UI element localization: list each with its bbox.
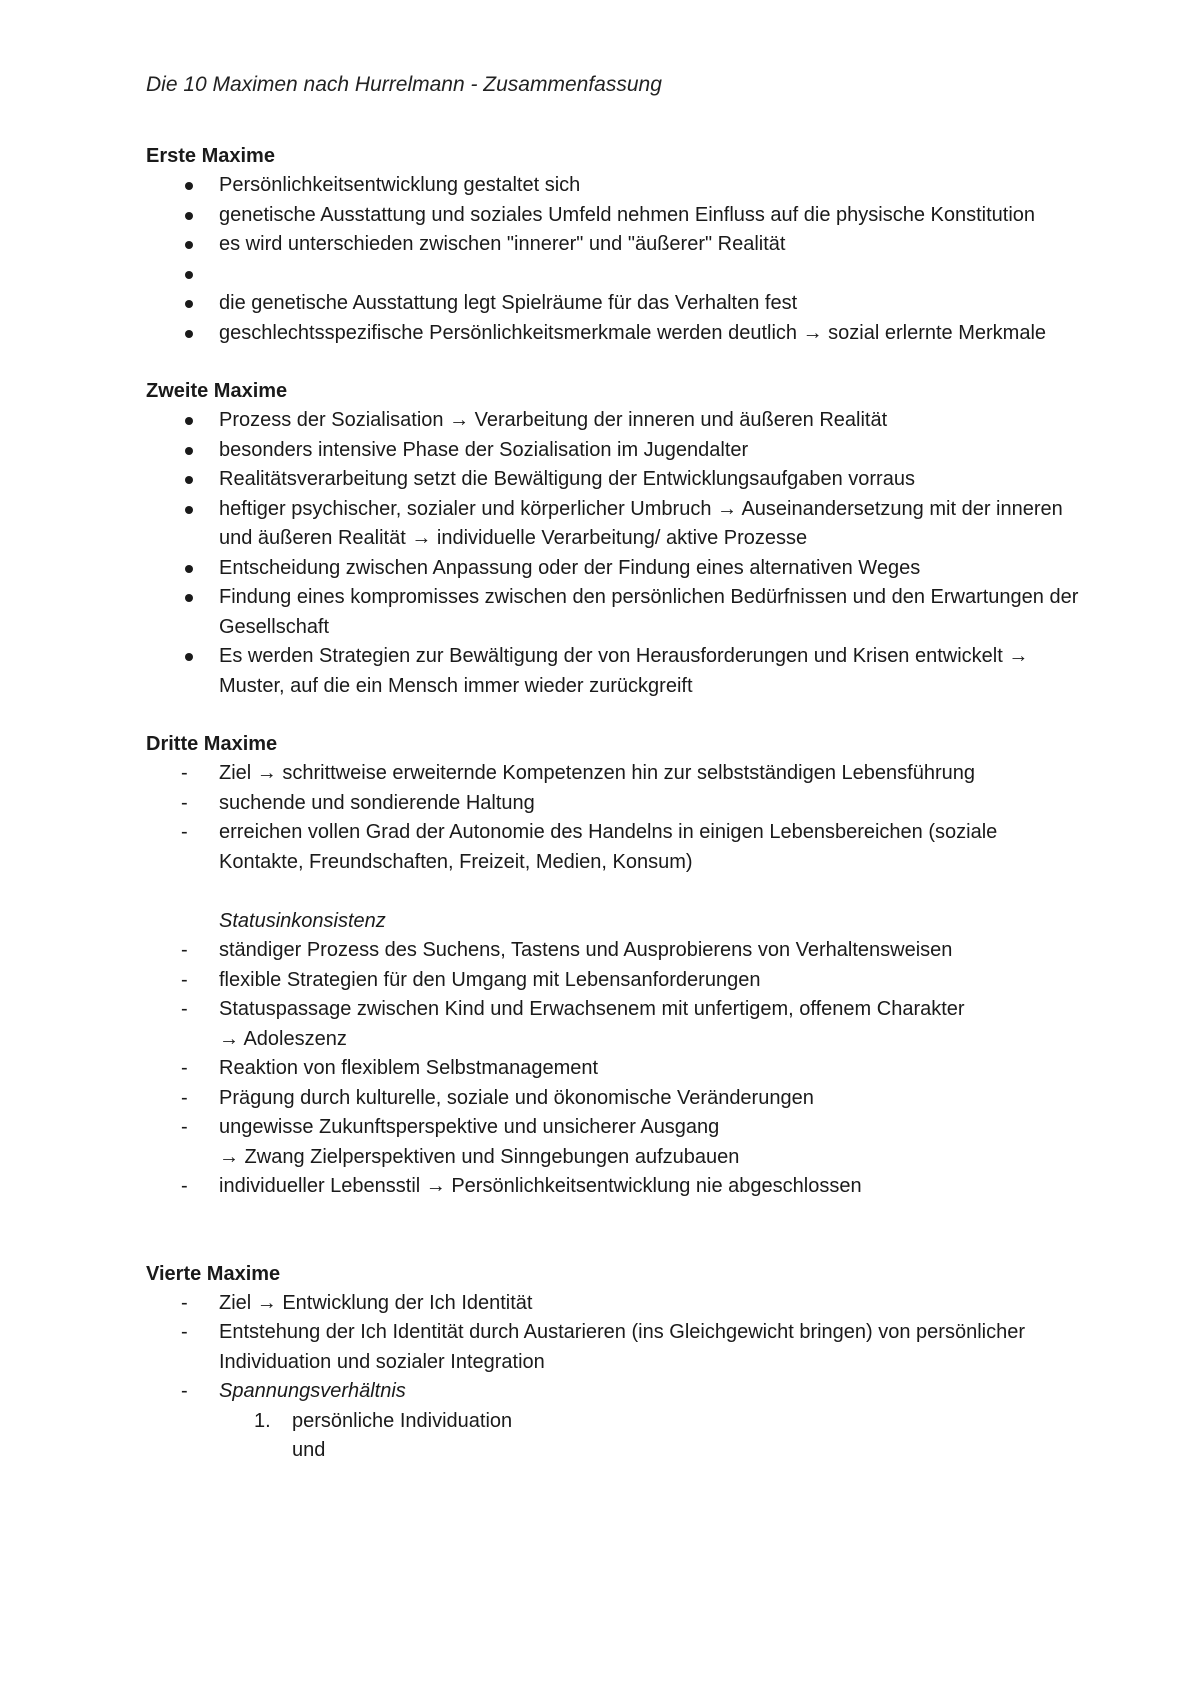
bullet-dot [185, 330, 193, 338]
bullet-dot [185, 212, 193, 220]
dash-marker: - [181, 998, 188, 1020]
document-title: Die 10 Maximen nach Hurrelmann - Zusammenfassung [146, 73, 662, 96]
list-item: - Statuspassage zwischen Kind und Erwachsenem mit unfertigem, offenem Charakter → Adoleszenz [146, 995, 1086, 1054]
bullet-dot [185, 300, 193, 308]
bullet-dot [185, 506, 193, 514]
item-continuation: → Adoleszenz [219, 1027, 347, 1050]
list-item: - Reaktion von flexiblem Selbstmanagement [146, 1054, 1086, 1084]
dash-marker: - [181, 1175, 188, 1197]
list-item: es wird unterschieden zwischen "innerer" und "äußerer" Realität [146, 230, 1086, 260]
dash-marker: - [181, 1086, 188, 1109]
list-item: - suchende und sondierende Haltung [146, 789, 1086, 819]
list-item: - individueller Lebensstil → Persönlichkeitsentwicklung nie abgeschlossen [146, 1172, 1086, 1202]
list-item: Prozess der Sozialisation → Verarbeitung der inneren und äußeren Realität [146, 406, 1086, 436]
dash-marker: - [181, 1291, 188, 1314]
bullet-list-erste [146, 171, 1086, 348]
bullet-dot [185, 594, 193, 602]
list-item: Entscheidung zwischen Anpassung oder der Findung eines alternativen Weges [146, 554, 1086, 584]
list-item: - Spannungsverhältnis [146, 1377, 1086, 1407]
section-erste-maxime [146, 142, 1086, 348]
document-page [146, 70, 1086, 1466]
list-item: Realitätsverarbeitung setzt die Bewältigung der Entwicklungsaufgaben vorraus [146, 465, 1086, 495]
numbered-item: 1. persönliche Individuation [146, 1407, 1086, 1437]
dash-list-dritte-b [146, 936, 1086, 1202]
section-heading-dritte: Dritte Maxime [146, 733, 278, 755]
list-item: - Entstehung der Ich Identität durch Austarieren (ins Gleichgewicht bringen) von persönlicher Individuation und sozialer Integration [146, 1318, 1086, 1377]
item-continuation: → Zwang Zielperspektiven und Sinngebungen aufzubauen [219, 1145, 740, 1168]
section-zweite-maxime [146, 377, 1086, 701]
list-item: die genetische Ausstattung legt Spielräume für das Verhalten fest [146, 289, 1086, 319]
bullet-list-zweite [146, 406, 1086, 701]
dash-marker: - [181, 1057, 188, 1079]
list-item: Es werden Strategien zur Bewältigung der von Herausforderungen und Krisen entwickelt → Muster, auf die ein Mensch immer wieder zurückgreift [146, 642, 1086, 701]
list-item: Findung eines kompromisses zwischen den persönlichen Bedürfnissen und den Erwartungen der Gesellschaft [146, 583, 1086, 642]
list-item: - Prägung durch kulturelle, soziale und ökonomische Veränderungen [146, 1084, 1086, 1114]
dash-marker: - [181, 1116, 188, 1138]
dash-marker: - [181, 821, 188, 843]
bullet-dot [185, 476, 193, 484]
bullet-dot [185, 271, 193, 279]
dash-marker: - [181, 762, 188, 784]
list-item: heftiger psychischer, sozialer und körperlicher Umbruch → Auseinandersetzung mit der inneren und äußeren Realität → individuelle Verarbeitung/ aktive Prozesse [146, 495, 1086, 554]
dash-marker: - [181, 968, 188, 991]
dash-marker: - [181, 1321, 188, 1343]
dash-marker: - [181, 939, 188, 961]
dash-list-dritte-a [146, 759, 1086, 877]
dash-list-vierte [146, 1289, 1086, 1407]
bullet-dot [185, 653, 193, 661]
section-dritte-maxime [146, 730, 1086, 1202]
list-item: - ständiger Prozess des Suchens, Tastens und Ausprobierens von Verhaltensweisen [146, 936, 1086, 966]
subheading-statusinkonsistenz: Statusinkonsistenz [219, 909, 386, 932]
numbered-list-vierte [146, 1407, 1086, 1437]
section-heading-zweite: Zweite Maxime [146, 380, 288, 402]
dash-marker: - [181, 1380, 188, 1402]
list-item: genetische Ausstattung und soziales Umfeld nehmen Einfluss auf die physische Konstitution [146, 201, 1086, 231]
list-item: - ungewisse Zukunftsperspektive und unsicherer Ausgang → Zwang Zielperspektiven und Sinngebungen aufzubauen [146, 1113, 1086, 1172]
numbered-continuation: und [292, 1439, 326, 1461]
list-item: besonders intensive Phase der Sozialisation im Jugendalter [146, 436, 1086, 466]
list-item-empty [146, 260, 1086, 290]
list-item: - Ziel → schrittweise erweiternde Kompetenzen hin zur selbstständigen Lebensführung [146, 759, 1086, 789]
section-vierte-maxime [146, 1260, 1086, 1466]
list-item: geschlechtsspezifische Persönlichkeitsmerkmale werden deutlich → sozial erlernte Merkmale [146, 319, 1086, 349]
item-number: 1. [254, 1409, 271, 1432]
bullet-dot [185, 417, 193, 425]
bullet-dot [185, 241, 193, 249]
list-item: - erreichen vollen Grad der Autonomie des Handelns in einigen Lebensbereichen (soziale Kontakte, Freundschaften, Freizeit, Medien, Konsum) [146, 818, 1086, 877]
bullet-dot [185, 447, 193, 455]
list-item: - Ziel → Entwicklung der Ich Identität [146, 1289, 1086, 1319]
section-heading-vierte: Vierte Maxime [146, 1262, 281, 1285]
bullet-dot [185, 565, 193, 573]
list-item: Persönlichkeitsentwicklung gestaltet sich [146, 171, 1086, 201]
section-heading-erste: Erste Maxime [146, 145, 275, 167]
dash-marker: - [181, 791, 188, 814]
bullet-dot [185, 182, 193, 190]
list-item: - flexible Strategien für den Umgang mit Lebensanforderungen [146, 966, 1086, 996]
